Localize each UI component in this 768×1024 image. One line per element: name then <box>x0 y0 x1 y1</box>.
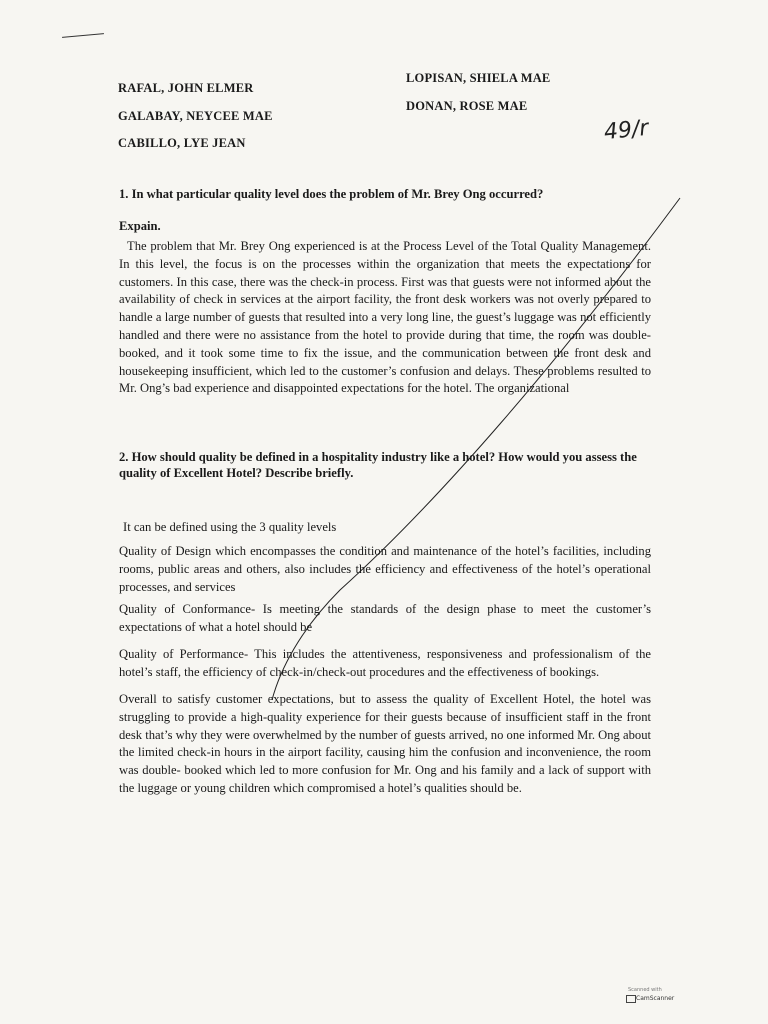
quality-of-conformance-paragraph: Quality of Conformance- Is meeting the standards of the design phase to meet the customer’s expectations of what a hotel should be <box>119 602 651 634</box>
quality-of-design-paragraph: Quality of Design which encompasses the condition and maintenance of the hotel’s facilities, including rooms, public areas and others, also includes the efficiency and effectiveness of the hotel’s operational processes, and services <box>119 544 651 594</box>
author-name: GALABAY, NEYCEE MAE <box>118 109 273 123</box>
handwritten-grade: 49/r <box>602 115 650 146</box>
question-1-answer: The problem that Mr. Brey Ong experienced is at the Process Level of the Total Quality Management. In this level, the focus is on the processes within the organization that meets the expectations for customers. In this case, there was the check-in process. First was that guests were not informed about the availability of check in services at the airport facility, the front desk workers was not overly prepared to handle a large number of guests that resulted into a very long line, the guest’s luggage was not efficiently handled and there were no assistance from the hotel to provide during that time, the room was double-booked, and it took some time to fix the issue, and the communication between the front desk and housekeeping insufficient, which led to the customer’s confusion and delays. These problems resulted to Mr. Ong’s bad experience and disappointed expectations for the hotel. The organizational <box>119 239 651 396</box>
overall-assessment-paragraph: Overall to satisfy customer expectations, but to assess the quality of Excellent Hotel, the hotel was struggling to provide a high-quality experience for their guests because of insufficient staff in the front desk that’s why they were overwhelmed by the number of guests arrived, no one informed Mr. Ong about the limited check-in hours in the airport facility, causing him the confusion and inconvenience, the room was double- booked which led to more confusion for Mr. Ong and his family and a lack of support with the luggage or young children which compromised a hotel’s qualities should be. <box>119 692 651 795</box>
scanner-watermark-brand: CamScanner <box>636 995 675 1002</box>
scanner-watermark <box>622 985 675 1015</box>
question-1-title: 1. In what particular quality level does the problem of Mr. Brey Ong occurred? <box>119 187 544 201</box>
author-name: DONAN, ROSE MAE <box>406 99 528 113</box>
question-2-intro: It can be defined using the 3 quality levels <box>123 520 337 534</box>
author-name: RAFAL, JOHN ELMER <box>118 81 254 95</box>
quality-of-performance-paragraph: Quality of Performance- This includes the attentiveness, responsiveness and professionalism of the hotel’s staff, the efficiency of check-in/check-out procedures and the effectiveness of bookings. <box>119 647 651 679</box>
scanner-watermark-caption: Scanned with <box>628 987 662 993</box>
question-2-title: 2. How should quality be defined in a hospitality industry like a hotel? How would you assess the quality of Excellent Hotel? Describe briefly. <box>119 450 637 480</box>
camscanner-icon <box>626 995 636 1003</box>
author-name: CABILLO, LYE JEAN <box>118 136 246 150</box>
author-name: LOPISAN, SHIELA MAE <box>406 71 551 85</box>
question-1-label: Expain. <box>119 219 161 233</box>
